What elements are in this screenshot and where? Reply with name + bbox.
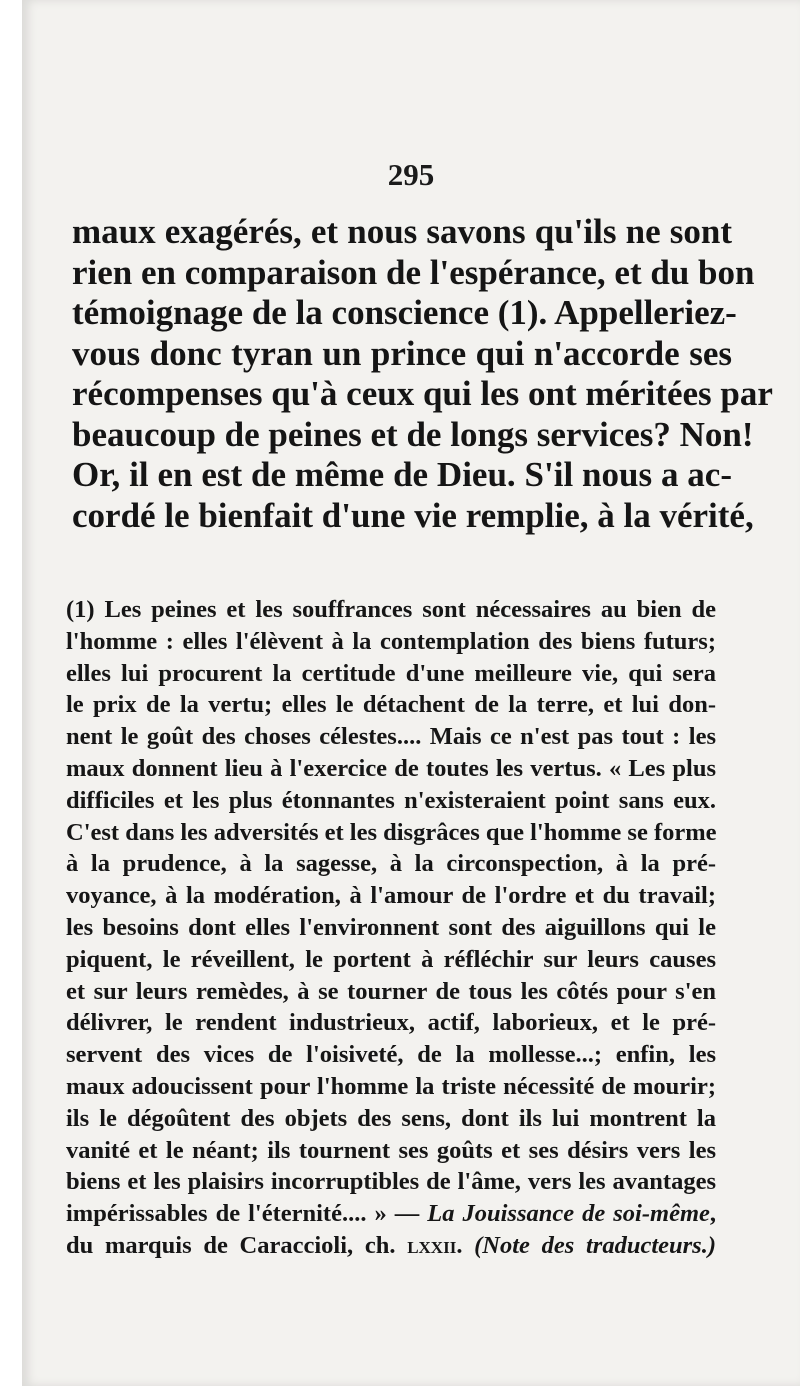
body-text — [72, 212, 773, 536]
footnote-line: et sur leurs remèdes, à se tourner de tous les côtés pour s'en — [66, 977, 716, 1005]
footnote-line: (1) Les peines et les souffrances sont nécessaires au bien de — [66, 596, 716, 623]
body-line: Or, il en est de même de Dieu. S'il nous a ac- — [72, 455, 732, 494]
footnote — [66, 594, 716, 1262]
book-page — [22, 0, 800, 1386]
footnote-line: délivrer, le rendent industrieux, actif, laborieux, et le pré- — [66, 1009, 716, 1037]
body-line: rien en comparaison de l'espérance, et du bon — [72, 252, 755, 292]
footnote-line: les besoins dont elles l'environnent sont des aiguillons qui le — [66, 913, 716, 941]
body-line: cordé le bienfait d'une vie remplie, à la vérité, — [72, 495, 754, 535]
footnote-line: nent le goût des choses célestes.... Mais ce n'est pas tout : les — [66, 723, 716, 751]
translators-note: (Note des traducteurs.) — [474, 1231, 716, 1259]
footnote-line: servent des vices de l'oisiveté, de la mollesse...; enfin, les — [66, 1041, 716, 1069]
footnote-line: le prix de la vertu; elles le détachent de la terre, et lui don- — [66, 691, 716, 719]
cited-work-title: La Jouissance de soi-même — [427, 1200, 710, 1228]
footnote-line: l'homme : elles l'élèvent à la contemplation des biens futurs; — [66, 627, 716, 655]
footnote-line-21-start: du marquis de Caraccioli, ch. — [66, 1231, 408, 1259]
footnote-line: ils le dégoûtent des objets des sens, dont ils lui montrent la — [66, 1104, 716, 1132]
footnote-line: maux adoucissent pour l'homme la triste nécessité de mourir; — [66, 1072, 716, 1100]
footnote-line-20-start: impérissables de l'éternité.... » — — [66, 1200, 428, 1228]
footnote-line-20-end: , — [709, 1200, 716, 1228]
footnote-line — [66, 1198, 716, 1230]
body-line: témoignage de la conscience (1). Appelleriez- — [72, 293, 737, 332]
body-line: vous donc tyran un prince qui n'accorde ses — [72, 333, 732, 373]
body-line: beaucoup de peines et de longs services? Non! — [72, 414, 754, 454]
footnote-line-21-mid: . — [456, 1231, 475, 1259]
footnote-line: à la prudence, à la sagesse, à la circonspection, à la pré- — [66, 850, 716, 878]
footnote-line: C'est dans les adversités et les disgrâces que l'homme se forme — [66, 818, 717, 846]
footnote-line: piquent, le réveillent, le portent à réfléchir sur leurs causes — [66, 945, 716, 973]
footnote-line: biens et les plaisirs incorruptibles de l'âme, vers les avantages — [66, 1168, 716, 1196]
page-number: 295 — [387, 157, 435, 192]
footnote-line: difficiles et les plus étonnantes n'existeraient point sans eux. — [66, 786, 716, 814]
footnote-line: maux donnent lieu à l'exercice de toutes les vertus. « Les plus — [66, 754, 716, 782]
footnote-line: voyance, à la modération, à l'amour de l'ordre et du travail; — [66, 882, 716, 910]
footnote-line — [66, 1230, 716, 1262]
body-line: récompenses qu'à ceux qui les ont méritées par — [72, 374, 773, 413]
footnote-line: vanité et le néant; ils tournent ses goûts et ses désirs vers les — [66, 1136, 716, 1164]
body-line: maux exagérés, et nous savons qu'ils ne sont — [72, 212, 732, 251]
footnote-line: elles lui procurent la certitude d'une meilleure vie, qui sera — [66, 659, 716, 687]
chapter-number: lxxii — [407, 1231, 457, 1259]
